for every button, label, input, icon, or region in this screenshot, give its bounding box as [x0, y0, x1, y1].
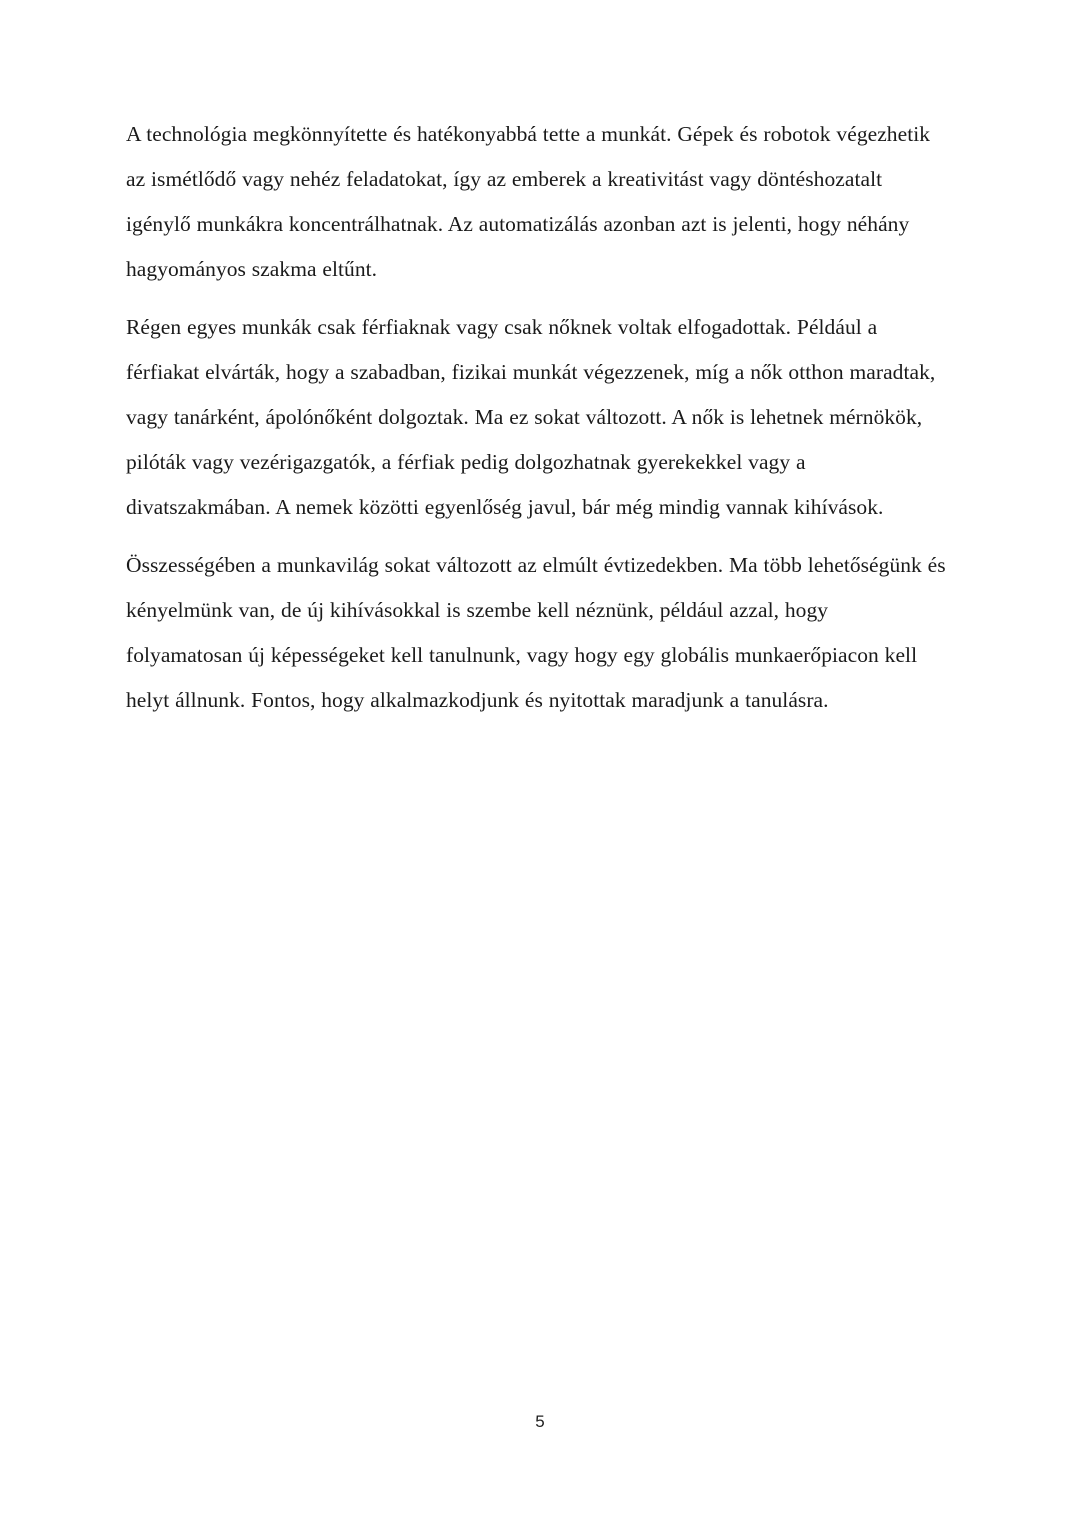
- paragraph-1: A technológia megkönnyítette és hatékonyabbá tette a munkát. Gépek és robotok végezhetik az ismétlődő vagy nehéz feladatokat, így az emberek a kreativitást vagy döntéshozatalt igénylő munkákra koncentrálhatnak. Az automatizálás azonban azt is jelenti, hogy néhány hagyományos szakma eltűnt.: [126, 122, 931, 281]
- paragraph-2: Régen egyes munkák csak férfiaknak vagy csak nőknek voltak elfogadottak. Például a férfiakat elvárták, hogy a szabadban, fizikai munkát végezzenek, míg a nők otthon maradtak, vagy tanárként, ápolónőként dolgoztak. Ma ez sokat változott. A nők is lehetnek mérnökök, pilóták vagy vezérigazgatók, a férfiak pedig dolgozhatnak gyerekekkel vagy a divatszakmában. A nemek közötti egyenlőség javul, bár még mindig vannak kihívások.: [126, 315, 936, 519]
- page-number: 5: [535, 1412, 545, 1431]
- body-text-column: [126, 112, 948, 723]
- paragraph-3: Összességében a munkavilág sokat változott az elmúlt évtizedekben. Ma több lehetőségünk és kényelmünk van, de új kihívásokkal is szembe kell néznünk, például azzal, hogy folyamatosan új képességeket kell tanulnunk, vagy hogy egy globális munkaerőpiacon kell helyt állnunk. Fontos, hogy alkalmazkodjunk és nyitottak maradjunk a tanulásra.: [126, 553, 946, 712]
